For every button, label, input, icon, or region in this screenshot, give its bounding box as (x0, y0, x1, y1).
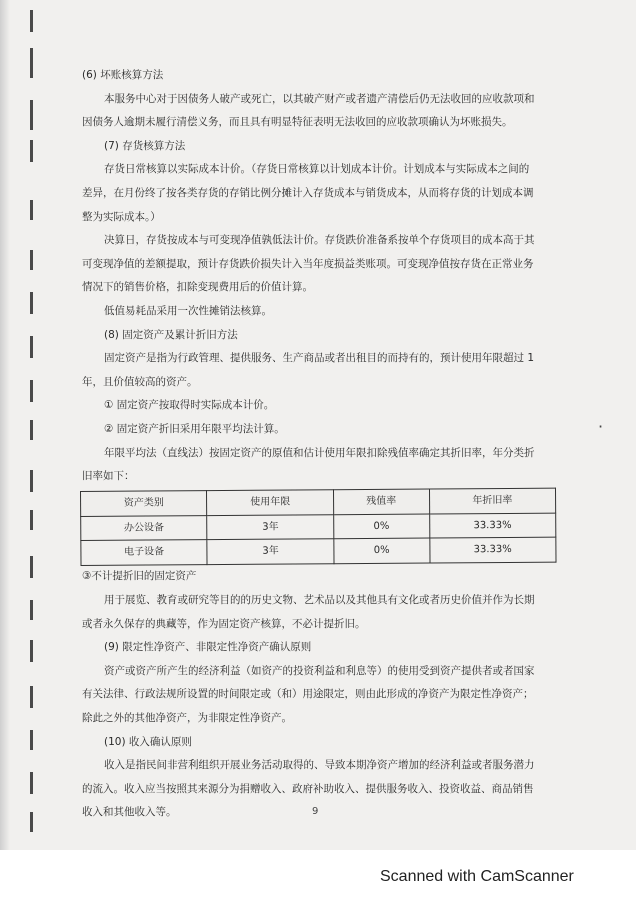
paragraph-line: 低值易耗品采用一次性摊销法核算。 (104, 304, 272, 317)
table-cell: 3年 (207, 539, 334, 564)
page-edge-shadow (0, 0, 10, 850)
paragraph-line: 差异，在月份终了按各类存货的存销比例分摊计入存货成本与销货成本，从而将存货的计划成本调 (82, 186, 534, 199)
binding-mark (30, 600, 33, 620)
list-item: ③不计提折旧的固定资产 (82, 570, 197, 583)
table-header-row (81, 488, 556, 516)
depreciation-table-wrapper (80, 491, 558, 566)
section-heading: (8) 固定资产及累计折旧方法 (104, 328, 238, 341)
paragraph-line: 固定资产是指为行政管理、提供服务、生产商品或者出租目的而持有的，预计使用年限超过 1 (104, 352, 535, 365)
table-header-cell: 资产类别 (81, 490, 208, 515)
paragraph-line: 决算日，存货按成本与可变现净值孰低法计价。存货跌价准备系按单个存货项目的成本高于其 (104, 234, 535, 247)
table-cell: 0% (334, 538, 430, 563)
document-body (82, 64, 558, 825)
table-header-cell: 年折旧率 (429, 488, 556, 513)
binding-mark (30, 380, 33, 402)
paragraph-line: 收入和其他收入等。 (82, 806, 177, 819)
table-cell: 办公设备 (81, 515, 208, 540)
binding-mark (30, 250, 33, 270)
table-header-cell: 使用年限 (207, 489, 334, 514)
paragraph-line: 年，且价值较高的资产。 (82, 375, 198, 388)
paragraph-line: 的流入。收入应当按照其来源分为捐赠收入、政府补助收入、提供服务收入、投资收益、商品销售 (82, 782, 534, 795)
section-heading: (10) 收入确认原则 (104, 735, 192, 748)
binding-mark (30, 510, 33, 530)
paragraph-line: 或者永久保存的典藏等，作为固定资产核算，不必计提折旧。 (82, 617, 366, 630)
binding-mark (30, 420, 33, 440)
paragraph-line: 存货日常核算以实际成本计价。（存货日常核算以计划成本计价。计划成本与实际成本之间的 (104, 163, 530, 176)
table-cell: 33.33% (429, 512, 556, 537)
table-cell: 电子设备 (81, 539, 208, 564)
section-heading: (9) 限定性净资产、非限定性净资产确认原则 (104, 641, 312, 654)
depreciation-table (80, 487, 557, 565)
paragraph-line: 情况下的销售价格，扣除变现费用后的价值计算。 (82, 281, 313, 294)
paragraph-line: 有关法律、行政法规所设置的时间限定或（和）用途限定，则由此形成的净资产为限定性净资产； (82, 688, 534, 701)
paragraph-line: 本服务中心对于因债务人破产或死亡，以其破产财产或者遗产清偿后仍无法收回的应收款项和 (104, 92, 535, 105)
list-item: ① 固定资产按取得时实际成本计价。 (104, 399, 275, 412)
paragraph-line: 年限平均法（直线法）按固定资产的原值和估计使用年限扣除残值率确定其折旧率，年分类折 (104, 446, 535, 459)
table-row (81, 512, 556, 540)
scanner-watermark: Scanned with CamScanner (380, 868, 574, 885)
table-header-cell: 残值率 (333, 489, 429, 514)
paragraph-line: 旧率如下： (82, 470, 135, 483)
binding-mark (30, 140, 33, 162)
binding-mark (30, 640, 33, 662)
section-heading: (7) 存货核算方法 (104, 139, 186, 152)
paragraph-line: 可变现净值的差额提取，预计存货跌价损失计入当年度损益类账项。可变现净值按存货在正常业务 (82, 257, 534, 270)
paragraph-line: 资产或资产所产生的经济利益（如资产的投资利益和利息等）的使用受到资产提供者或者国家 (104, 664, 535, 677)
binding-mark (30, 200, 33, 220)
binding-mark (30, 730, 33, 750)
binding-mark (30, 10, 33, 32)
page-number: 9 (312, 806, 319, 817)
binding-mark (30, 686, 33, 708)
table-cell: 0% (334, 513, 430, 538)
binding-mark (30, 48, 33, 78)
binding-mark (30, 292, 33, 314)
table-row (81, 537, 556, 565)
binding-mark (30, 100, 33, 130)
paragraph-line: 因债务人逾期未履行清偿义务，而且具有明显特征表明无法收回的应收款项确认为坏账损失。 (82, 116, 513, 129)
paragraph-line: 整为实际成本。） (82, 210, 161, 223)
paragraph-line: 除此之外的其他净资产，为非限定性净资产。 (82, 712, 292, 725)
section-heading: (6) 坏账核算方法 (82, 69, 164, 81)
binding-mark (30, 556, 33, 578)
binding-mark (30, 772, 33, 794)
page-edge-mark: · (598, 417, 604, 436)
binding-mark (30, 812, 33, 832)
paragraph-line: 用于展览、教育或研究等目的的历史文物、艺术品以及其他具有文化或者历史价值并作为长期 (104, 594, 535, 607)
binding-mark (30, 470, 33, 492)
table-cell: 33.33% (429, 537, 556, 562)
list-item: ② 固定资产折旧采用年限平均法计算。 (104, 422, 285, 435)
paragraph-line: 收入是指民间非营利组织开展业务活动取得的、导致本期净资产增加的经济利益或者服务潜力 (104, 759, 535, 772)
table-cell: 3年 (207, 514, 334, 539)
binding-mark (30, 336, 33, 358)
